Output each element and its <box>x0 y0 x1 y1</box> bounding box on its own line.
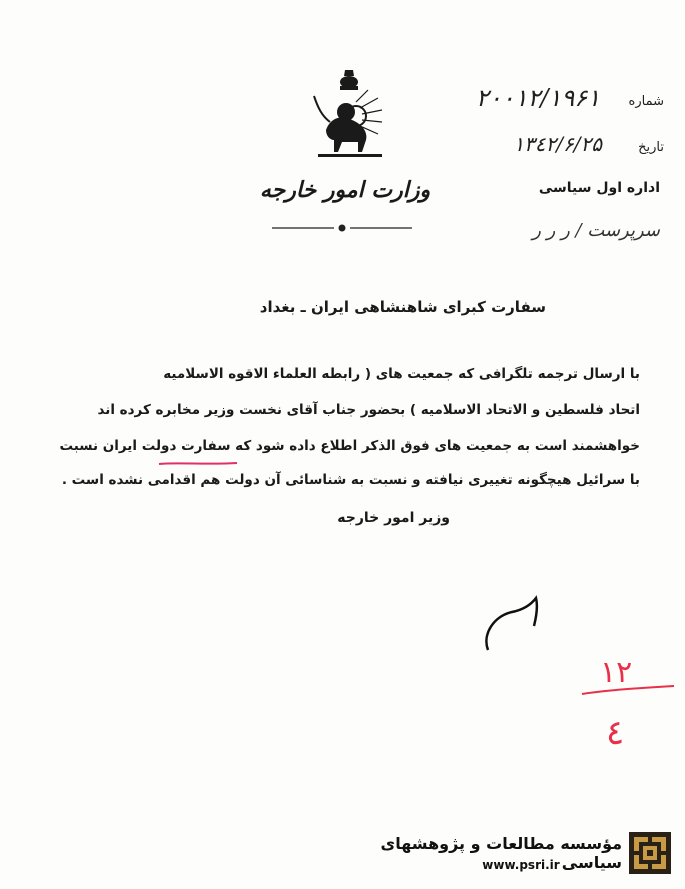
red-fraction-annotation <box>578 646 678 756</box>
red-fraction-bottom: ٤ <box>606 713 625 753</box>
date-label: تاریخ <box>638 140 664 155</box>
date-value: ١٣٤٢/۶/٢۵ <box>513 132 602 156</box>
body-line: با سرائیل هیچگونه تغییری نیافته و نسبت به شناسائی آن دولت هم اقدامی نشده است . <box>61 472 640 488</box>
lion-and-sun-emblem-icon <box>308 68 390 162</box>
psri-logo-icon <box>629 832 671 874</box>
number-label: شماره <box>628 94 664 109</box>
department-label: اداره اول سیاسی <box>538 180 660 196</box>
body-line: اتحاد فلسطین و الاتحاد الاسلامیه ) بحضور جناب آقای نخست وزیر مخابره کرده اند <box>97 402 640 418</box>
body-line: با ارسال ترجمه تلگرافی که جمعیت های ( رابطه العلماء الاقوه الاسلامیه <box>163 366 640 382</box>
red-fraction-top: ١٢ <box>600 655 633 690</box>
handwritten-curve-mark <box>478 594 548 658</box>
signoff: وزیر امور خارجه <box>337 510 450 526</box>
ministry-title: وزارت امور خارجه <box>259 178 431 203</box>
body-line: خواهشمند است به جمعیت های فوق الذکر اطلاع داده شود که سفارت دولت ایران نسبت <box>59 438 640 454</box>
handwritten-note: سرپرست / ر ر ر <box>532 220 660 241</box>
institute-name: مؤسسه مطالعات و پژوهشهای سیاسی <box>380 834 622 872</box>
pink-underline-mark <box>157 459 239 467</box>
divider-ornament <box>272 222 412 234</box>
number-value: ٢٠٠١٢/١٩۶١ <box>475 84 600 112</box>
institute-url[interactable]: www.psri.ir <box>482 858 560 872</box>
addressee: سفارت کبرای شاهنشاهی ایران ـ بغداد <box>259 298 546 316</box>
